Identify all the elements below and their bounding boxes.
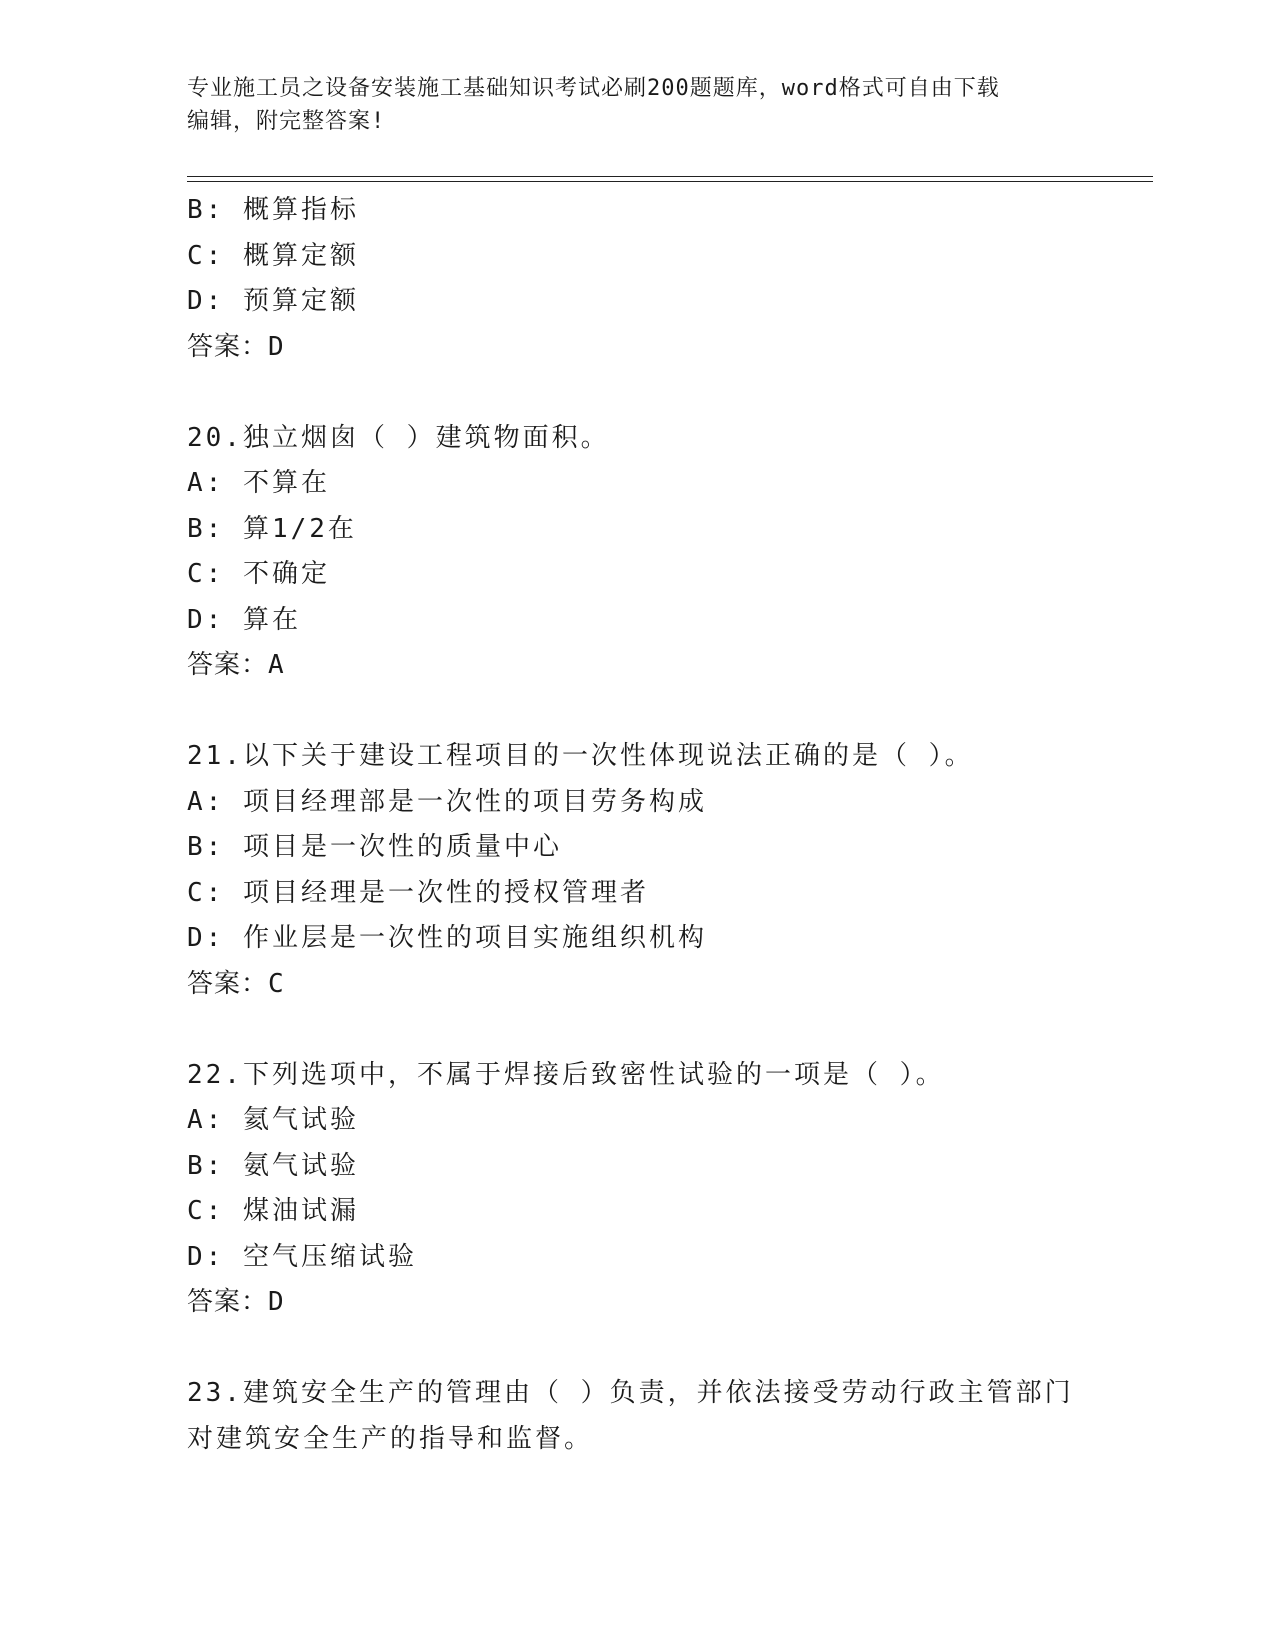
question-23: [187, 1371, 1087, 1462]
option-c: C: 项目经理是一次性的授权管理者: [187, 877, 649, 908]
answer: 答案：A: [187, 650, 285, 680]
question-21: [187, 734, 1087, 1007]
option-d: D: 作业层是一次性的项目实施组织机构: [187, 923, 707, 953]
question-text-line-2: 对建筑安全生产的指导和监督。: [187, 1423, 594, 1454]
question-text: 22.下列选项中，不属于焊接后致密性试验的一项是（ ）。: [187, 1059, 945, 1090]
option-a: A: 氦气试验: [187, 1105, 359, 1135]
option-b: B: 项目是一次性的质量中心: [187, 832, 562, 862]
question-text: 20.独立烟囱（ ）建筑物面积。: [187, 422, 610, 453]
option-c: C: 概算定额: [187, 240, 359, 271]
option-d: D: 算在: [187, 604, 301, 635]
question-22: [187, 1053, 1087, 1326]
question-19-tail: [187, 188, 1087, 370]
option-b: B: 概算指标: [187, 195, 359, 225]
document-header: [187, 72, 1087, 138]
option-a: A: 不算在: [187, 468, 330, 498]
header-line-2: 编辑，附完整答案!: [187, 109, 386, 134]
answer: 答案：D: [187, 1287, 285, 1317]
header-divider-top: [187, 176, 1153, 177]
question-text-line-1: 23.建筑安全生产的管理由（ ）负责，并依法接受劳动行政主管部门: [187, 1378, 1074, 1408]
option-d: D: 空气压缩试验: [187, 1241, 417, 1272]
option-c: C: 不确定: [187, 559, 330, 589]
header-line-1: 专业施工员之设备安装施工基础知识考试必刷200题题库，word格式可自由下载: [187, 76, 1000, 101]
header-divider-bottom: [187, 181, 1153, 182]
question-20: [187, 416, 1087, 689]
answer: 答案：D: [187, 331, 285, 362]
option-d: D: 预算定额: [187, 286, 359, 316]
option-c: C: 煤油试漏: [187, 1196, 359, 1226]
question-text: 21.以下关于建设工程项目的一次性体现说法正确的是（ ）。: [187, 741, 974, 771]
question-list: [187, 188, 1087, 1462]
option-a: A: 项目经理部是一次性的项目劳务构成: [187, 786, 707, 817]
option-b: B: 算1/2在: [187, 513, 357, 544]
option-b: B: 氨气试验: [187, 1150, 359, 1181]
answer: 答案：C: [187, 968, 285, 999]
